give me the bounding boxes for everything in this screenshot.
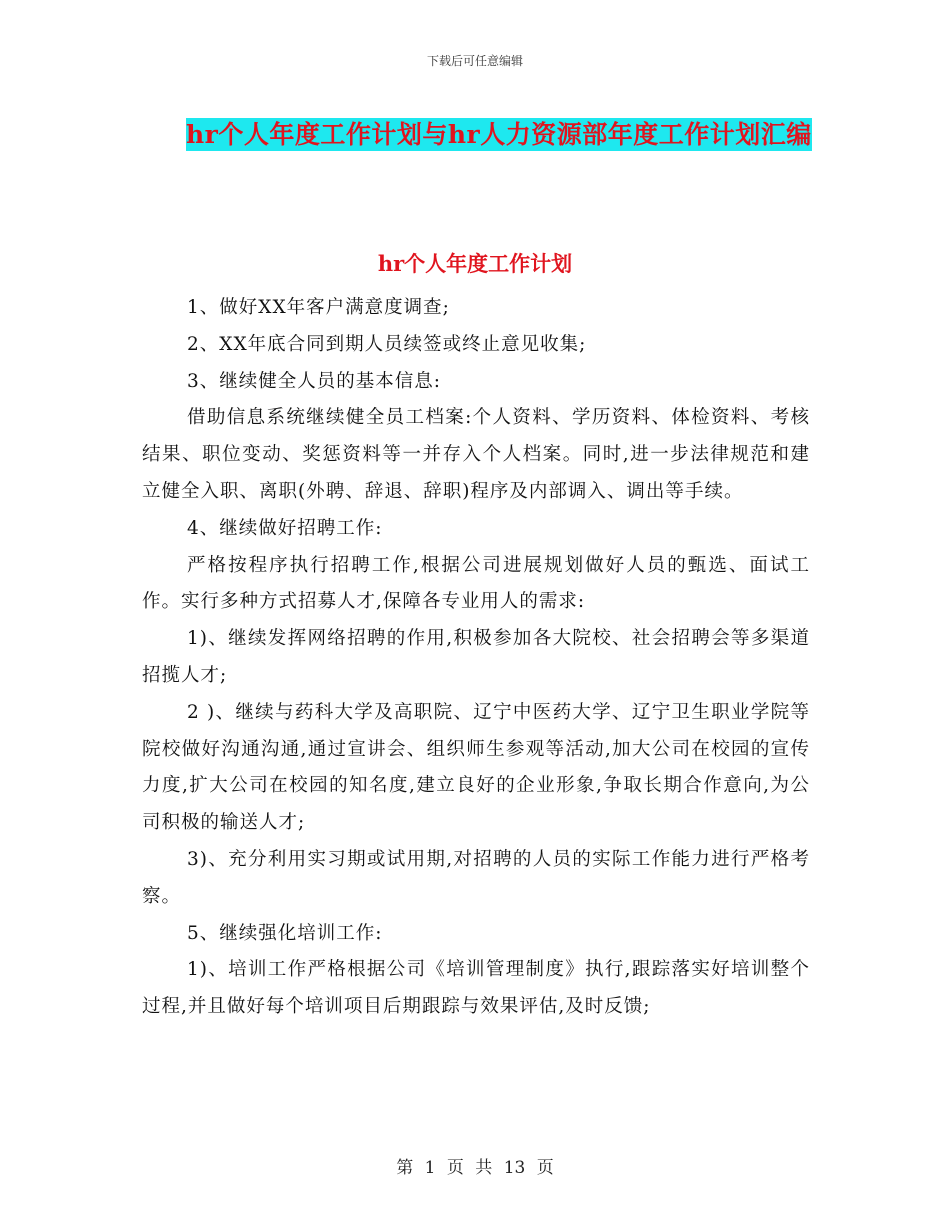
page-number: 第 1 页 共 13 页: [396, 1158, 554, 1178]
header-note: 下载后可任意编辑: [426, 54, 523, 68]
paragraph: 1)、培训工作严格根据公司《培训管理制度》执行,跟踪落实好培训整个过程,并且做好每个培训项目后期跟踪与效果评估,及时反馈;: [142, 959, 810, 1018]
paragraph: 2、XX年底合同到期人员续签或终止意见收集;: [187, 333, 587, 355]
paragraph: 5、继续强化培训工作:: [187, 922, 383, 944]
paragraph: 1、做好XX年客户满意度调查;: [187, 297, 450, 318]
paragraph: 严格按程序执行招聘工作,根据公司进展规划做好人员的甄选、面试工作。实行多种方式招募人才,保障各专业用人的需求:: [142, 554, 810, 613]
paragraph: 2 )、继续与药科大学及高职院、辽宁中医药大学、辽宁卫生职业学院等院校做好沟通沟通,通过宣讲会、组织师生参观等活动,加大公司在校园的宣传力度,扩大公司在校园的知名度,建立良好的企业形象,争取长期合作意向,为公司积极的输送人才;: [142, 701, 810, 834]
document-body: [142, 290, 810, 1026]
paragraph: 3、继续健全人员的基本信息:: [187, 370, 442, 392]
document-title-text: hr个人年度工作计划与hr人力资源部年度工作计划汇编: [186, 120, 812, 149]
paragraph: 4、继续做好招聘工作:: [187, 517, 383, 539]
document-title: [186, 110, 826, 159]
section-title: hr个人年度工作计划: [377, 251, 573, 276]
paragraph: 借助信息系统继续健全员工档案:个人资料、学历资料、体检资料、考核结果、职位变动、奖惩资料等一并存入个人档案。同时,进一步法律规范和建立健全入职、离职(外聘、辞退、辞职)程序及内部调入、调出等手续。: [142, 407, 810, 502]
paragraph: 1)、继续发挥网络招聘的作用,积极参加各大院校、社会招聘会等多渠道招揽人才;: [142, 628, 810, 686]
paragraph: 3)、充分利用实习期或试用期,对招聘的人员的实际工作能力进行严格考察。: [142, 848, 810, 907]
